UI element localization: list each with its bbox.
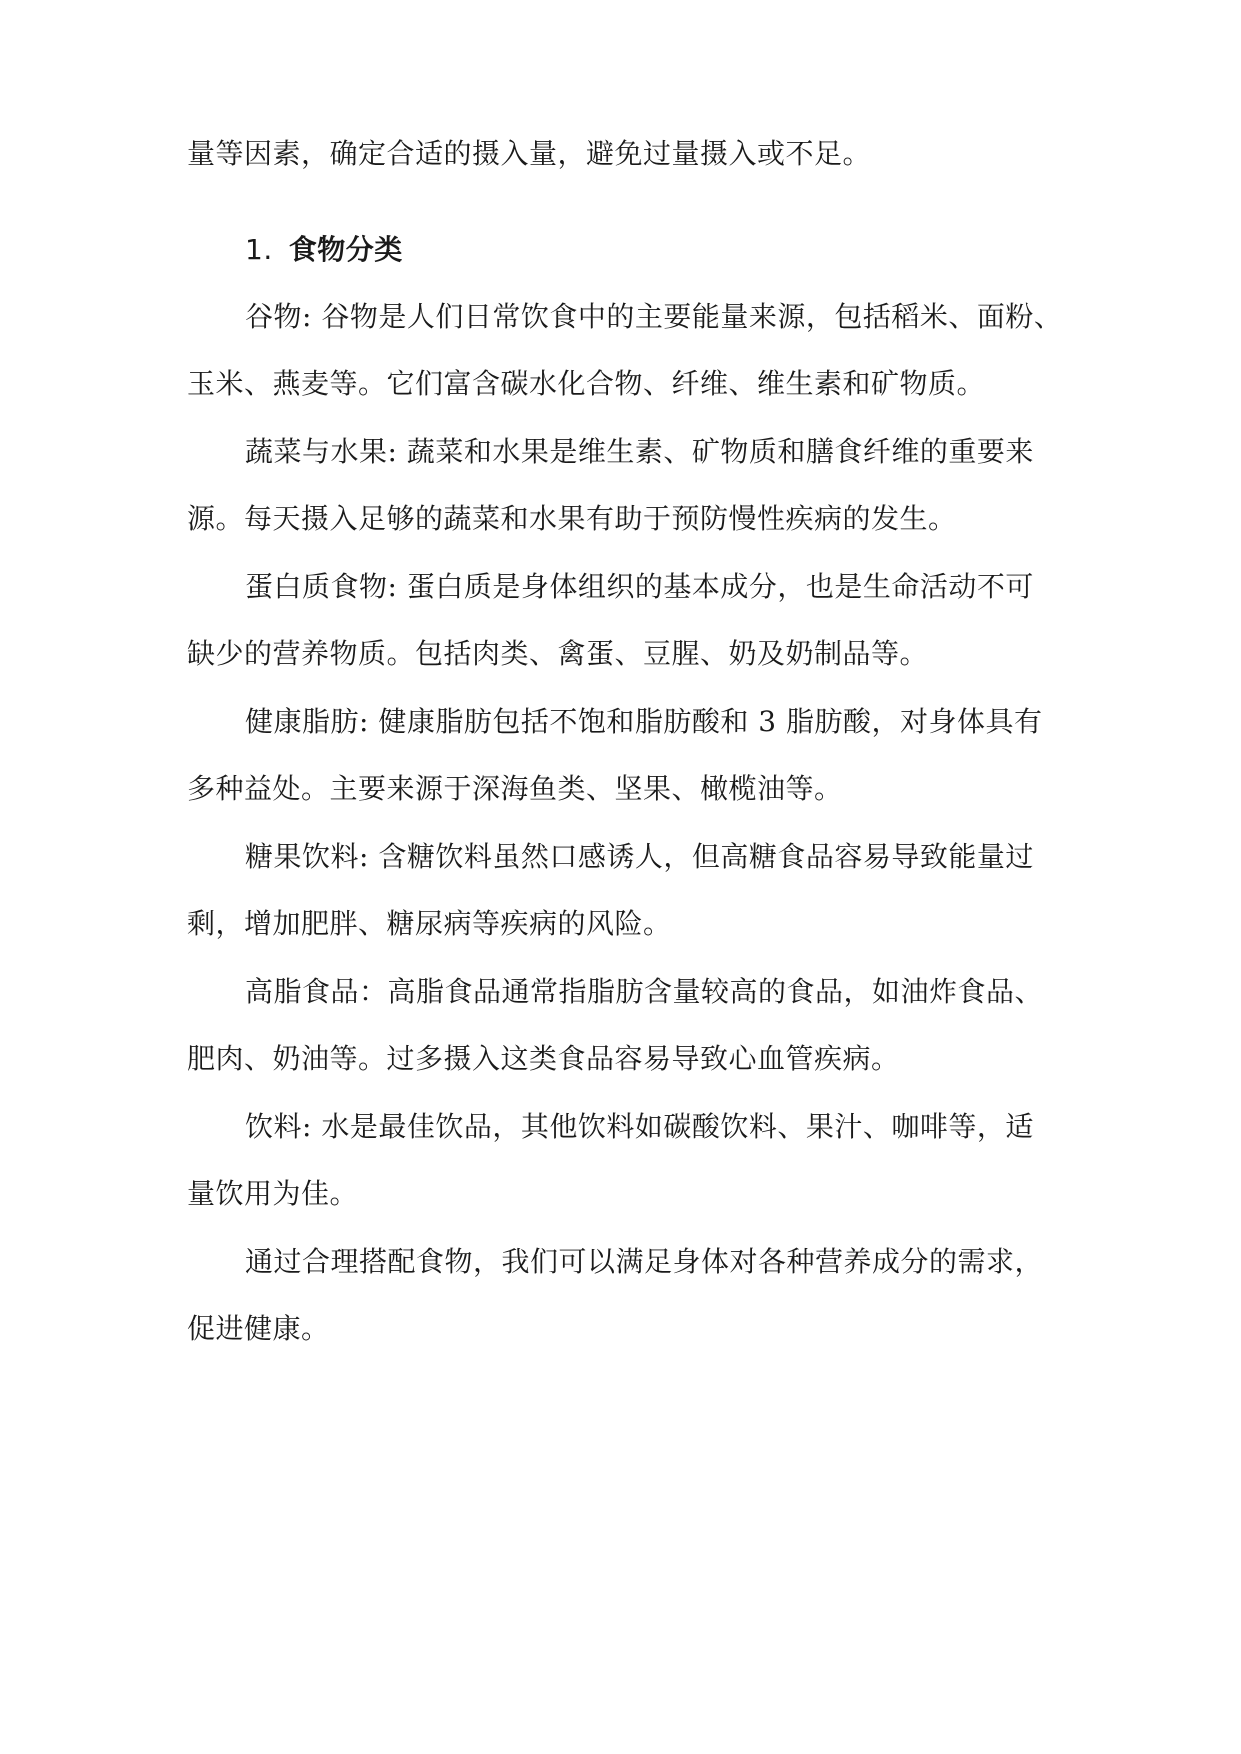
paragraph-line: 谷物: 谷物是人们日常饮食中的主要能量来源，包括稻米、面粉、 (245, 300, 1063, 333)
paragraph-line: 玉米、燕麦等。它们富含碳水化合物、纤维、维生素和矿物质。 (187, 367, 986, 400)
opening-line: 量等因素，确定合适的摄入量，避免过量摄入或不足。 (187, 137, 872, 170)
section-title: 食物分类 (288, 233, 403, 266)
paragraph-line: 健康脂肪: 健康脂肪包括不饱和脂肪酸和 3 脂肪酸，对身体具有 (245, 705, 1043, 738)
section-heading (245, 230, 403, 270)
paragraph-line: 缺少的营养物质。包括肉类、禽蛋、豆腥、奶及奶制品等。 (187, 637, 929, 670)
paragraph-line: 饮料: 水是最佳饮品，其他饮料如碳酸饮料、果汁、咖啡等，适 (245, 1110, 1034, 1143)
paragraph-line: 通过合理搭配食物，我们可以满足身体对各种营养成分的需求， (245, 1245, 1044, 1278)
section-number: 1. (245, 233, 273, 266)
paragraph-line: 促进健康。 (187, 1312, 330, 1345)
paragraph-line: 多种益处。主要来源于深海鱼类、坚果、橄榄油等。 (187, 772, 843, 805)
paragraph-line: 源。每天摄入足够的蔬菜和水果有助于预防慢性疾病的发生。 (187, 502, 957, 535)
paragraph-line: 蛋白质食物: 蛋白质是身体组织的基本成分，也是生命活动不可 (245, 570, 1034, 603)
paragraph-line: 量饮用为佳。 (187, 1177, 359, 1210)
paragraph-line: 肥肉、奶油等。过多摄入这类食品容易导致心血管疾病。 (187, 1042, 900, 1075)
paragraph-line: 糖果饮料: 含糖饮料虽然口感诱人，但高糖食品容易导致能量过 (245, 840, 1034, 873)
paragraph-line: 蔬菜与水果: 蔬菜和水果是维生素、矿物质和膳食纤维的重要来 (245, 435, 1034, 468)
paragraph-line: 高脂食品：高脂食品通常指脂肪含量较高的食品，如油炸食品、 (245, 975, 1044, 1008)
paragraph-line: 剩，增加肥胖、糖尿病等疾病的风险。 (187, 907, 672, 940)
